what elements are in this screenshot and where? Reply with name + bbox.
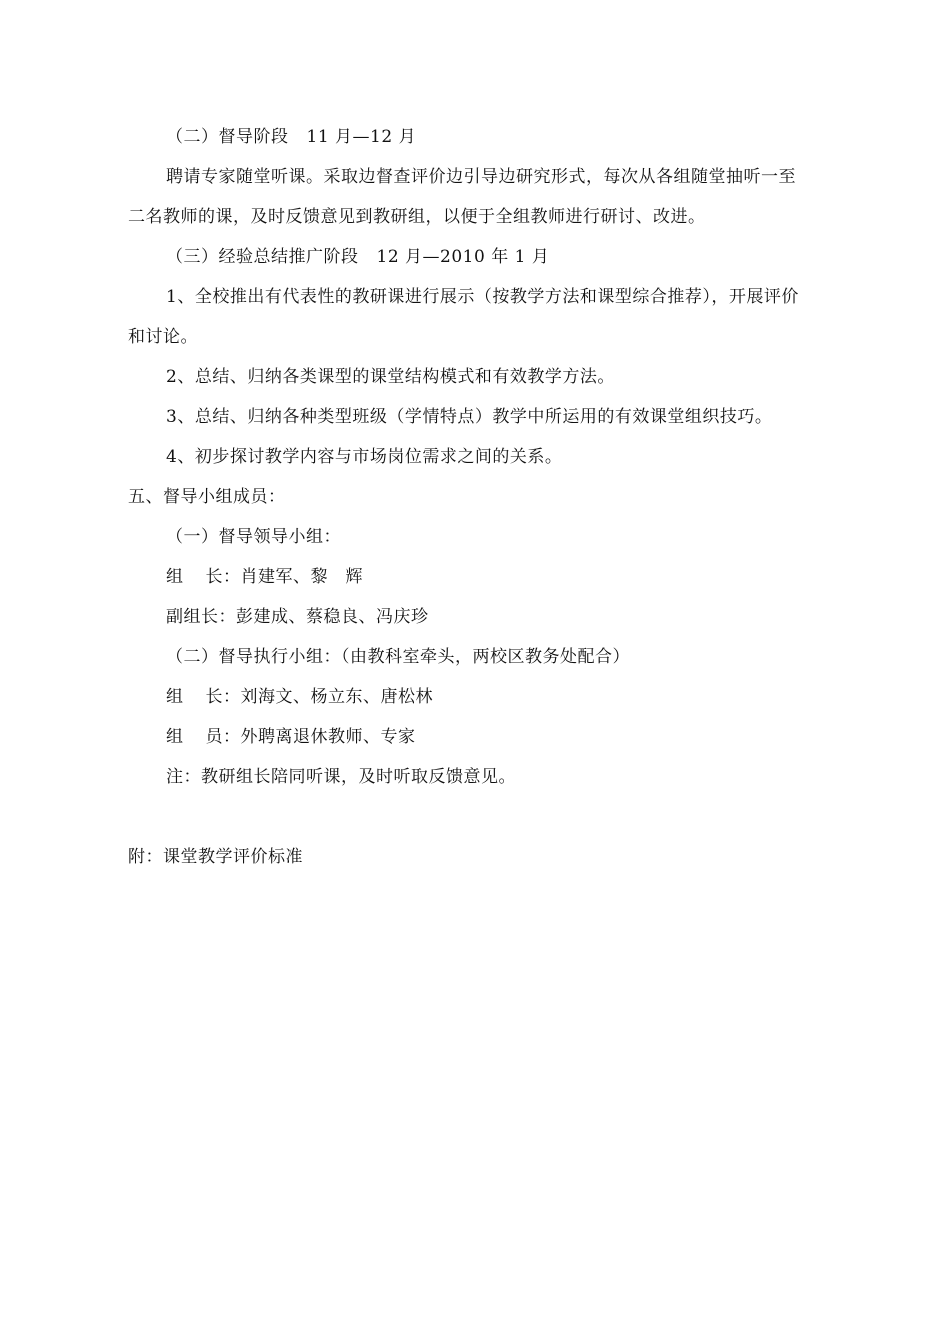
group-1-deputy <box>166 605 429 629</box>
stage2-heading-label: （二）督导阶段 <box>166 127 289 147</box>
item-1-line-1: 1、全校推出有代表性的教研课进行展示（按教学方法和课型综合推荐），开展评价 <box>166 287 799 307</box>
group-2-leader <box>166 685 433 709</box>
group-1-leader <box>166 565 363 589</box>
group-1-deputy-label: 副组长： <box>166 607 236 627</box>
note: 注：教研组长陪同听课，及时听取反馈意见。 <box>166 767 516 787</box>
group-2-leader-names: 刘海文、杨立东、唐松林 <box>240 687 433 707</box>
group-2-members-label-a: 组 <box>166 727 184 747</box>
stage2-heading <box>166 125 416 149</box>
appendix: 附：课堂教学评价标准 <box>128 847 303 867</box>
group-1-heading: （一）督导领导小组： <box>166 527 341 547</box>
group-2-members-names: 外聘离退休教师、专家 <box>240 727 416 747</box>
group-2-members-label-b: 员： <box>205 727 241 747</box>
stage2-body-line-1: 聘请专家随堂听课。采取边督查评价边引导边研究形式，每次从各组随堂抽听一至 <box>166 167 796 187</box>
group-1-deputy-names: 彭建成、蔡稳良、冯庆珍 <box>236 607 429 627</box>
item-4: 4、初步探讨教学内容与市场岗位需求之间的关系。 <box>166 447 563 467</box>
group-1-leader-names: 肖建军、黎 辉 <box>240 567 363 587</box>
group-2-leader-label-a: 组 <box>166 687 184 707</box>
group-1-leader-label-b: 长： <box>205 567 241 587</box>
item-1-line-2: 和讨论。 <box>128 327 198 347</box>
item-3: 3、总结、归纳各种类型班级（学情特点）教学中所运用的有效课堂组织技巧。 <box>166 407 773 427</box>
stage3-heading <box>166 245 549 269</box>
section-5-heading: 五、督导小组成员： <box>128 487 286 507</box>
group-2-members <box>166 725 416 749</box>
stage2-body-line-2: 二名教师的课，及时反馈意见到教研组，以便于全组教师进行研讨、改进。 <box>128 207 706 227</box>
group-1-leader-label-a: 组 <box>166 567 184 587</box>
group-2-heading: （二）督导执行小组：（由教科室牵头，两校区教务处配合） <box>166 647 630 667</box>
stage3-heading-label: （三）经验总结推广阶段 <box>166 247 359 267</box>
item-2: 2、总结、归纳各类课型的课堂结构模式和有效教学方法。 <box>166 367 615 387</box>
stage3-heading-dates: 12 月—2010 年 1 月 <box>376 247 550 267</box>
stage2-heading-dates: 11 月—12 月 <box>306 127 417 147</box>
group-2-leader-label-b: 长： <box>205 687 241 707</box>
